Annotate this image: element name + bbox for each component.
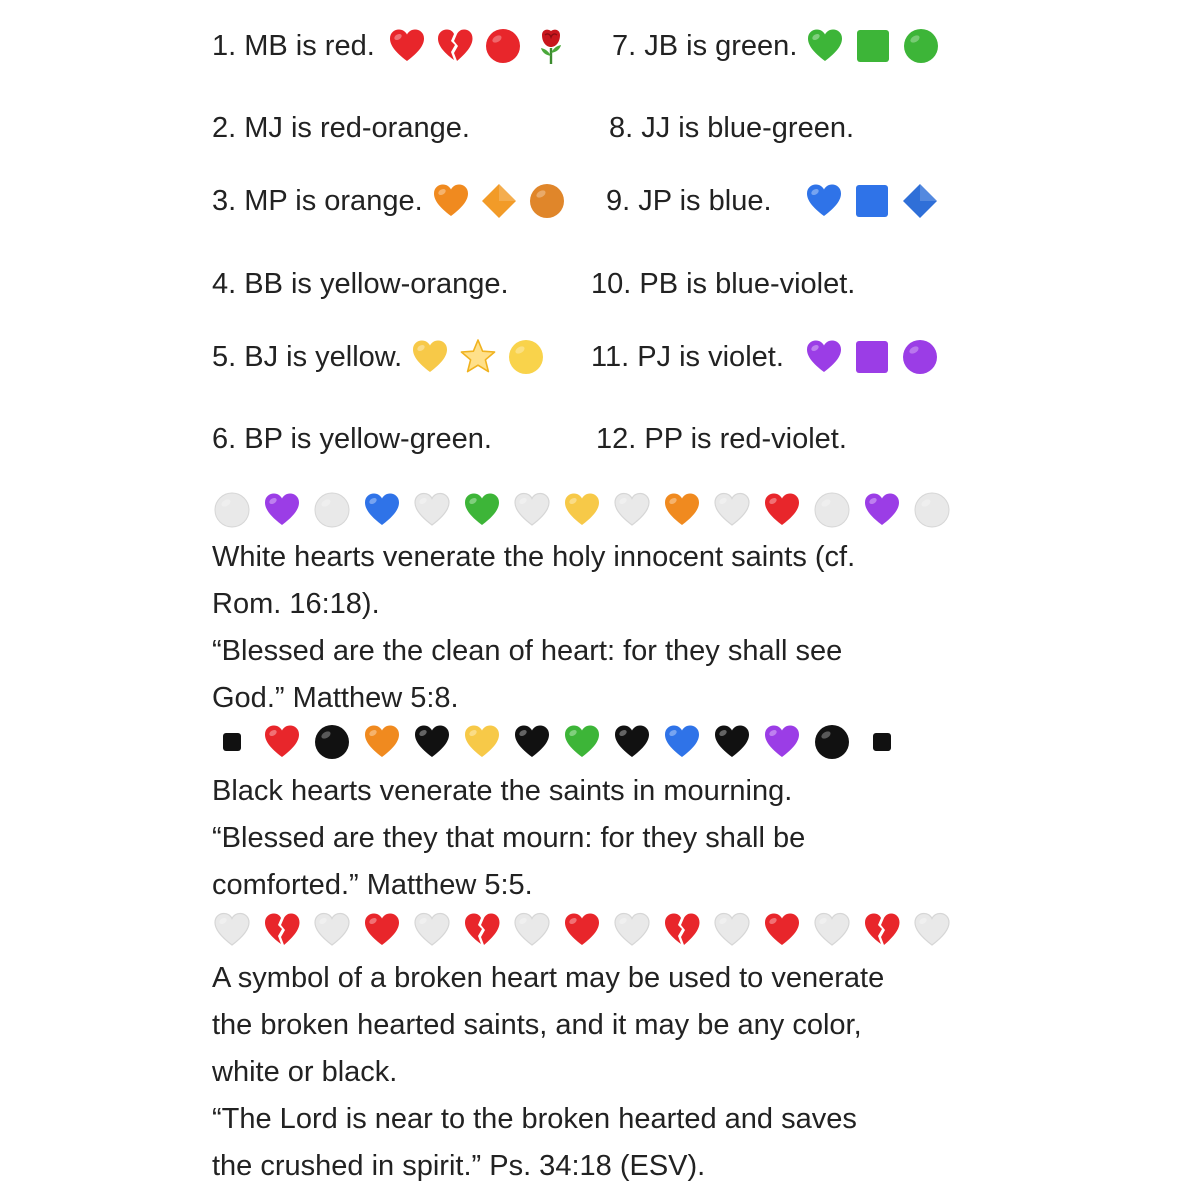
heart-white-icon (412, 490, 452, 530)
heart-white-icon (912, 910, 952, 950)
square-blue-icon (852, 181, 892, 221)
paragraph-line: the crushed in spirit.” Ps. 34:18 (ESV). (212, 1150, 706, 1182)
heart-white-icon (612, 910, 652, 950)
heart-white-icon (612, 490, 652, 530)
list-item-mj (212, 111, 470, 145)
circle-red-icon (483, 26, 523, 66)
icon-group (797, 26, 941, 66)
circle-orange-icon (527, 181, 567, 221)
broken-heart-red-icon (462, 910, 502, 950)
paragraph-line: “The Lord is near to the broken hearted and saves (212, 1103, 857, 1135)
list-item-mb (212, 26, 571, 66)
list-item-jj (609, 111, 854, 145)
paragraph-line: comforted.” Matthew 5:5. (212, 869, 533, 901)
heart-orange-icon (431, 181, 471, 221)
heart-black-icon (612, 722, 652, 762)
paragraph-line: “Blessed are the clean of heart: for they shall see (212, 635, 843, 667)
list-item-label: 2. MJ is red-orange. (212, 112, 470, 144)
paragraph-line: “Blessed are they that mourn: for they shall be (212, 822, 806, 854)
square-violet-icon (852, 337, 892, 377)
icon-group (402, 337, 546, 377)
heart-red-icon (762, 910, 802, 950)
heart-red-icon (762, 490, 802, 530)
circle-white-icon (212, 490, 252, 530)
heart-blue-icon (362, 490, 402, 530)
list-item-label: 6. BP is yellow-green. (212, 423, 492, 455)
circle-black-icon (312, 722, 352, 762)
heart-white-icon (712, 910, 752, 950)
list-item-jp (606, 181, 940, 221)
diamond-blue-icon (900, 181, 940, 221)
star-icon (458, 337, 498, 377)
heart-white-icon (312, 910, 352, 950)
broken-heart-red-icon (662, 910, 702, 950)
list-item-bb (212, 267, 509, 301)
icon-group (796, 337, 940, 377)
circle-green-icon (901, 26, 941, 66)
heart-orange-icon (362, 722, 402, 762)
circle-white-icon (312, 490, 352, 530)
list-item-label: 9. JP is blue. (606, 185, 772, 217)
heart-red-icon (562, 910, 602, 950)
list-item-jb (612, 26, 941, 66)
list-item-label: 10. PB is blue-violet. (591, 268, 856, 300)
list-item-label: 4. BB is yellow-orange. (212, 268, 509, 300)
heart-yellow-icon (462, 722, 502, 762)
paragraph-line: white or black. (212, 1056, 398, 1088)
rose-icon (531, 26, 571, 66)
list-item-label: 1. MB is red. (212, 30, 375, 62)
heart-red-icon (387, 26, 427, 66)
black-hearts-paragraph (212, 768, 992, 909)
heart-yellow-icon (410, 337, 450, 377)
black-hearts-row (212, 722, 912, 762)
paragraph-line: Rom. 16:18). (212, 588, 380, 620)
heart-blue-icon (662, 722, 702, 762)
list-item-label: 12. PP is red-violet. (596, 423, 847, 455)
list-item-label: 7. JB is green. (612, 30, 798, 62)
heart-white-icon (712, 490, 752, 530)
heart-orange-icon (662, 490, 702, 530)
heart-white-icon (512, 910, 552, 950)
square-green-icon (853, 26, 893, 66)
paragraph-line: A symbol of a broken heart may be used to venerate (212, 962, 885, 994)
heart-red-icon (362, 910, 402, 950)
heart-blue-icon (804, 181, 844, 221)
heart-violet-icon (862, 490, 902, 530)
list-item-label: 5. BJ is yellow. (212, 341, 403, 373)
circle-violet-icon (900, 337, 940, 377)
heart-green-icon (562, 722, 602, 762)
list-item-mp (212, 181, 567, 221)
circle-white-icon (812, 490, 852, 530)
broken-heart-red-icon (862, 910, 902, 950)
list-item-pb (591, 267, 855, 301)
diamond-orange-icon (479, 181, 519, 221)
heart-white-icon (812, 910, 852, 950)
icon-group (379, 26, 571, 66)
heart-violet-icon (262, 490, 302, 530)
heart-white-icon (512, 490, 552, 530)
heart-white-icon (412, 910, 452, 950)
heart-white-icon (212, 910, 252, 950)
broken-hearts-row (212, 910, 962, 950)
broken-hearts-paragraph (212, 955, 992, 1190)
heart-yellow-icon (562, 490, 602, 530)
circle-black-icon (812, 722, 852, 762)
list-item-label: 3. MP is orange. (212, 185, 423, 217)
square-black-small-icon (862, 722, 902, 762)
circle-white-icon (912, 490, 952, 530)
white-hearts-row (212, 490, 962, 530)
circle-yellow-icon (506, 337, 546, 377)
list-item-bp (212, 422, 492, 456)
heart-violet-icon (762, 722, 802, 762)
heart-green-icon (805, 26, 845, 66)
heart-red-icon (262, 722, 302, 762)
broken-heart-red-icon (262, 910, 302, 950)
list-item-pp (596, 422, 847, 456)
broken-heart-red-icon (435, 26, 475, 66)
icon-group (423, 181, 567, 221)
paragraph-line: White hearts venerate the holy innocent saints (cf. (212, 541, 856, 573)
paragraph-line: Black hearts venerate the saints in mourning. (212, 775, 793, 807)
heart-black-icon (712, 722, 752, 762)
paragraph-line: God.” Matthew 5:8. (212, 682, 459, 714)
list-item-pj (591, 337, 940, 377)
list-item-bj (212, 337, 546, 377)
heart-black-icon (512, 722, 552, 762)
square-black-small-icon (212, 722, 252, 762)
heart-green-icon (462, 490, 502, 530)
white-hearts-paragraph (212, 534, 992, 722)
heart-violet-icon (804, 337, 844, 377)
heart-black-icon (412, 722, 452, 762)
icon-group (796, 181, 940, 221)
list-item-label: 11. PJ is violet. (591, 341, 784, 373)
list-item-label: 8. JJ is blue-green. (609, 112, 855, 144)
paragraph-line: the broken hearted saints, and it may be any color, (212, 1009, 862, 1041)
